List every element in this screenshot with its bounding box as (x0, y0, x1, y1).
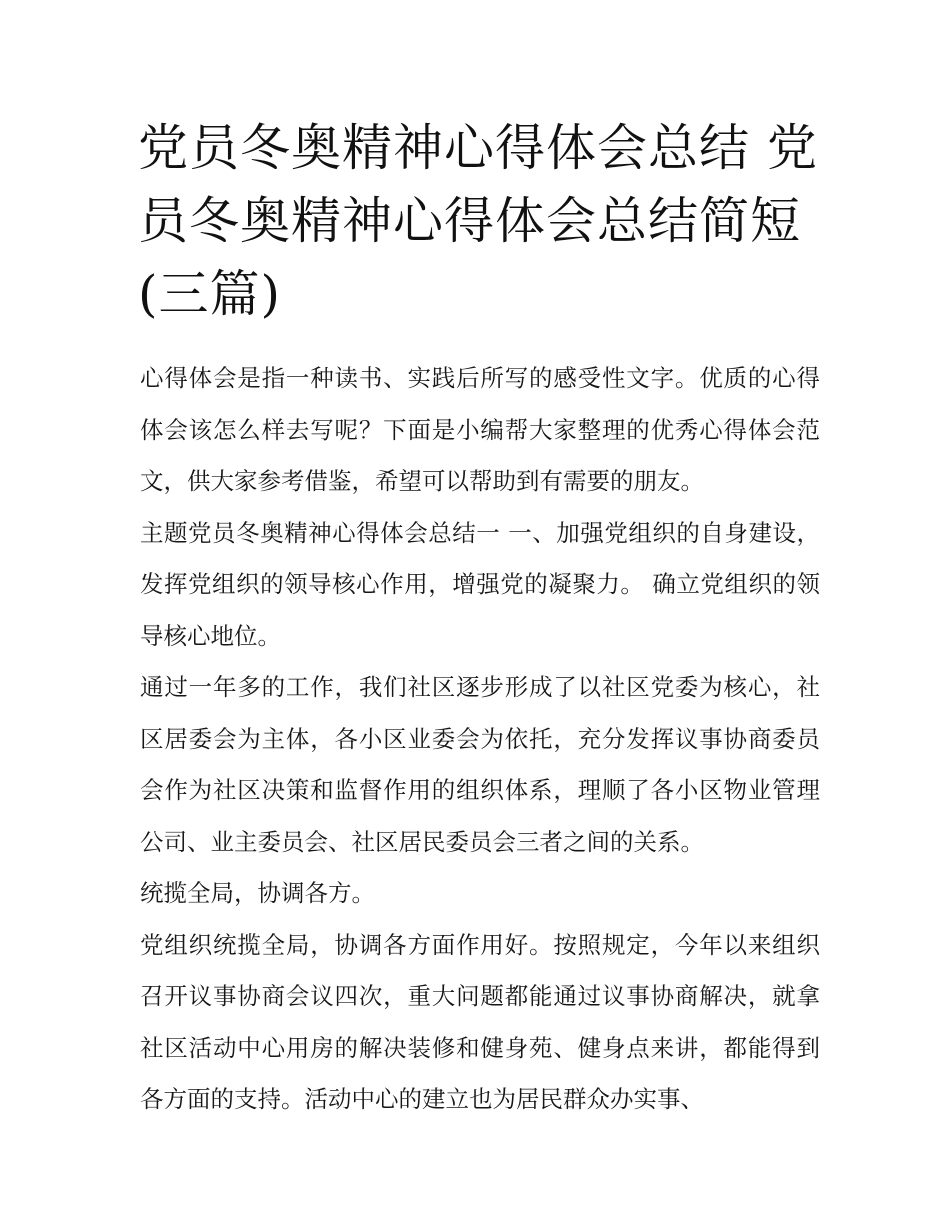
intro-paragraph: 心得体会是指一种读书、实践后所写的感受性文字。优质的心得体会该怎么样去写呢？下面是小编帮大家整理的优秀心得体会范文，供大家参考借鉴，希望可以帮助到有需要的朋友。 (140, 364, 820, 495)
body-paragraph: 通过一年多的工作，我们社区逐步形成了以社区党委为核心，社区居委会为主体，各小区业委会为依托，充分发挥议事协商委员会作为社区决策和监督作用的组织体系，理顺了各小区物业管理公司、业主委员会、社区居民委员会三者之间的关系。 (140, 673, 820, 856)
body-paragraph: 党组织统揽全局，协调各方面作用好。按照规定，今年以来组织召开议事协商会议四次，重大问题都能通过议事协商解决，就拿社区活动中心用房的解决装修和健身苑、健身点来讲，都能得到各方面的支持。活动中心的建立也为居民群众办实事、 (140, 930, 820, 1113)
subheading-paragraph: 统揽全局，协调各方。 (140, 879, 375, 907)
document-body (140, 353, 820, 1126)
document-title: 党员冬奥精神心得体会总结 党员冬奥精神心得体会总结简短(三篇) (138, 119, 818, 323)
section-heading-paragraph: 主题党员冬奥精神心得体会总结一 一、加强党组织的自身建设，发挥党组织的领导核心作用，增强党的凝聚力。 确立党组织的领导核心地位。 (140, 518, 820, 650)
